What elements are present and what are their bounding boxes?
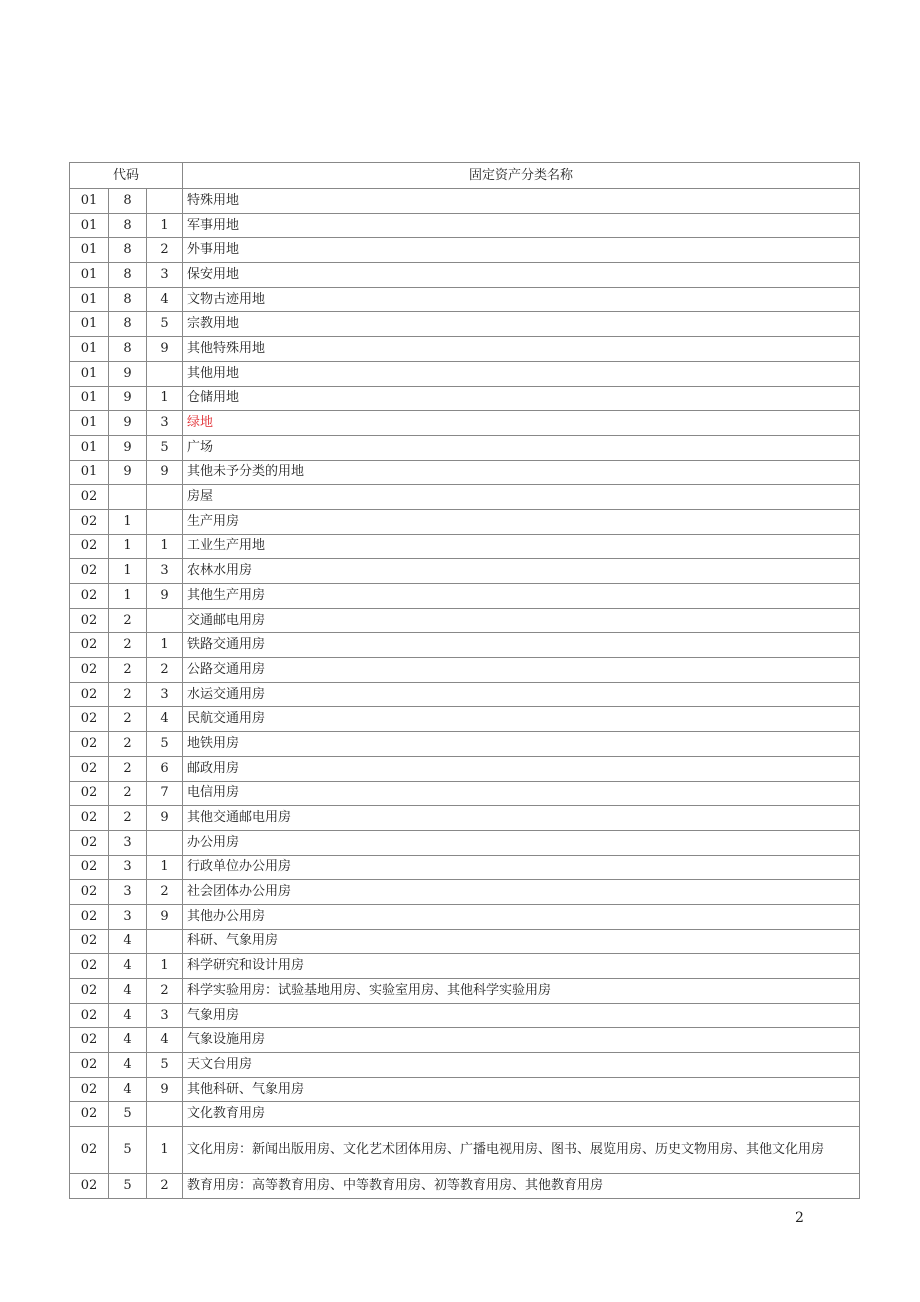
- category-name: 宗教用地: [183, 312, 860, 337]
- code-level-2: 1: [109, 534, 147, 559]
- code-level-1: 02: [70, 1127, 109, 1174]
- category-name: 生产用房: [183, 509, 860, 534]
- table-row: [70, 435, 860, 460]
- category-name: 教育用房：高等教育用房、中等教育用房、初等教育用房、其他教育用房: [183, 1174, 860, 1199]
- category-name: 水运交通用房: [183, 682, 860, 707]
- category-name: 交通邮电用房: [183, 608, 860, 633]
- table-row: [70, 1003, 860, 1028]
- code-level-3: 1: [147, 213, 183, 238]
- category-name: 房屋: [183, 485, 860, 510]
- table-row: [70, 880, 860, 905]
- code-level-1: 02: [70, 509, 109, 534]
- table-row: [70, 559, 860, 584]
- code-level-2: 9: [109, 411, 147, 436]
- category-name: 气象用房: [183, 1003, 860, 1028]
- code-level-1: 01: [70, 460, 109, 485]
- table-row: [70, 756, 860, 781]
- code-level-2: 8: [109, 238, 147, 263]
- code-level-3: 2: [147, 979, 183, 1004]
- code-level-2: 3: [109, 904, 147, 929]
- table-row: [70, 287, 860, 312]
- code-level-2: 4: [109, 1077, 147, 1102]
- code-level-2: 2: [109, 781, 147, 806]
- category-name: 科学实验用房：试验基地用房、实验室用房、其他科学实验用房: [183, 979, 860, 1004]
- table-row: [70, 386, 860, 411]
- code-level-2: 2: [109, 682, 147, 707]
- code-level-2: 1: [109, 584, 147, 609]
- category-name: 其他生产用房: [183, 584, 860, 609]
- code-level-2: 2: [109, 707, 147, 732]
- name-header: 固定资产分类名称: [183, 163, 860, 189]
- code-level-3: 4: [147, 287, 183, 312]
- table-row: [70, 361, 860, 386]
- code-level-1: 02: [70, 608, 109, 633]
- category-name: 工业生产用地: [183, 534, 860, 559]
- code-level-3: 9: [147, 1077, 183, 1102]
- table-row: [70, 929, 860, 954]
- code-level-1: 02: [70, 904, 109, 929]
- code-level-3: 2: [147, 238, 183, 263]
- table-row: [70, 509, 860, 534]
- category-name: 其他特殊用地: [183, 337, 860, 362]
- code-level-3: 6: [147, 756, 183, 781]
- code-level-3: 9: [147, 584, 183, 609]
- code-level-2: 8: [109, 312, 147, 337]
- code-level-1: 01: [70, 263, 109, 288]
- code-level-3: 3: [147, 411, 183, 436]
- code-level-2: 3: [109, 830, 147, 855]
- code-level-2: 9: [109, 361, 147, 386]
- table-header-row: [70, 163, 860, 189]
- category-name: 公路交通用房: [183, 658, 860, 683]
- code-level-2: 8: [109, 189, 147, 214]
- code-level-3: 9: [147, 904, 183, 929]
- code-level-1: 02: [70, 979, 109, 1004]
- code-level-3: 5: [147, 1053, 183, 1078]
- code-level-3: 2: [147, 658, 183, 683]
- code-level-1: 02: [70, 485, 109, 510]
- code-level-1: 02: [70, 633, 109, 658]
- category-name: 铁路交通用房: [183, 633, 860, 658]
- table-row: [70, 584, 860, 609]
- code-level-2: 2: [109, 608, 147, 633]
- code-level-2: 3: [109, 855, 147, 880]
- code-level-1: 02: [70, 1053, 109, 1078]
- code-level-2: 9: [109, 386, 147, 411]
- table-row: [70, 904, 860, 929]
- code-level-1: 01: [70, 238, 109, 263]
- code-level-1: 01: [70, 337, 109, 362]
- asset-classification-table: [69, 162, 860, 1199]
- code-level-3: [147, 929, 183, 954]
- code-level-1: 01: [70, 411, 109, 436]
- code-level-2: 4: [109, 1053, 147, 1078]
- category-name: 仓储用地: [183, 386, 860, 411]
- code-level-2: 5: [109, 1102, 147, 1127]
- code-level-3: 9: [147, 337, 183, 362]
- category-name: 科研、气象用房: [183, 929, 860, 954]
- code-level-2: 2: [109, 732, 147, 757]
- code-level-1: 02: [70, 1102, 109, 1127]
- code-level-2: 5: [109, 1127, 147, 1174]
- code-level-1: 02: [70, 855, 109, 880]
- category-name: 科学研究和设计用房: [183, 954, 860, 979]
- table-row: [70, 460, 860, 485]
- table-row: [70, 806, 860, 831]
- code-level-2: 1: [109, 559, 147, 584]
- table-row: [70, 1028, 860, 1053]
- code-level-3: [147, 361, 183, 386]
- category-name: 天文台用房: [183, 1053, 860, 1078]
- code-level-1: 02: [70, 682, 109, 707]
- category-name: 其他未予分类的用地: [183, 460, 860, 485]
- category-name: 绿地: [183, 411, 860, 436]
- code-header: 代码: [70, 163, 183, 189]
- code-level-3: 1: [147, 1127, 183, 1174]
- table-row: [70, 1127, 860, 1174]
- category-name: 民航交通用房: [183, 707, 860, 732]
- category-name: 电信用房: [183, 781, 860, 806]
- code-level-1: 01: [70, 386, 109, 411]
- table-row: [70, 213, 860, 238]
- code-level-3: 9: [147, 806, 183, 831]
- category-name: 军事用地: [183, 213, 860, 238]
- code-level-1: 02: [70, 929, 109, 954]
- code-level-3: [147, 830, 183, 855]
- code-level-1: 02: [70, 880, 109, 905]
- category-name: 其他交通邮电用房: [183, 806, 860, 831]
- code-level-3: 5: [147, 732, 183, 757]
- code-level-2: 2: [109, 633, 147, 658]
- code-level-1: 02: [70, 584, 109, 609]
- table-body: [70, 189, 860, 1199]
- code-level-3: 1: [147, 534, 183, 559]
- category-name: 行政单位办公用房: [183, 855, 860, 880]
- code-level-3: 1: [147, 633, 183, 658]
- category-name: 社会团体办公用房: [183, 880, 860, 905]
- code-level-2: 8: [109, 213, 147, 238]
- code-level-3: 5: [147, 312, 183, 337]
- category-name: 其他用地: [183, 361, 860, 386]
- table-row: [70, 238, 860, 263]
- table-row: [70, 485, 860, 510]
- code-level-1: 02: [70, 559, 109, 584]
- table-row: [70, 781, 860, 806]
- table-row: [70, 682, 860, 707]
- code-level-1: 01: [70, 312, 109, 337]
- code-level-3: 5: [147, 435, 183, 460]
- code-level-3: [147, 608, 183, 633]
- table-row: [70, 337, 860, 362]
- code-level-2: 4: [109, 954, 147, 979]
- table-row: [70, 534, 860, 559]
- table-row: [70, 633, 860, 658]
- code-level-3: 9: [147, 460, 183, 485]
- category-name: 办公用房: [183, 830, 860, 855]
- code-level-3: 3: [147, 559, 183, 584]
- code-level-3: [147, 189, 183, 214]
- code-level-3: 1: [147, 855, 183, 880]
- table-row: [70, 658, 860, 683]
- code-level-3: 3: [147, 1003, 183, 1028]
- code-level-2: [109, 485, 147, 510]
- table-row: [70, 1053, 860, 1078]
- code-level-3: 2: [147, 1174, 183, 1199]
- code-level-3: 7: [147, 781, 183, 806]
- code-level-1: 02: [70, 1003, 109, 1028]
- code-level-2: 2: [109, 756, 147, 781]
- code-level-1: 02: [70, 534, 109, 559]
- code-level-3: 4: [147, 707, 183, 732]
- code-level-1: 01: [70, 435, 109, 460]
- code-level-3: [147, 1102, 183, 1127]
- code-level-1: 01: [70, 361, 109, 386]
- code-level-2: 4: [109, 929, 147, 954]
- category-name: 农林水用房: [183, 559, 860, 584]
- code-level-3: 1: [147, 386, 183, 411]
- category-name: 特殊用地: [183, 189, 860, 214]
- code-level-1: 02: [70, 1077, 109, 1102]
- table-row: [70, 312, 860, 337]
- code-level-3: 2: [147, 880, 183, 905]
- code-level-2: 5: [109, 1174, 147, 1199]
- category-name: 广场: [183, 435, 860, 460]
- table-row: [70, 707, 860, 732]
- code-level-1: 02: [70, 806, 109, 831]
- category-name: 文物古迹用地: [183, 287, 860, 312]
- category-name: 气象设施用房: [183, 1028, 860, 1053]
- code-level-3: [147, 485, 183, 510]
- category-name: 地铁用房: [183, 732, 860, 757]
- code-level-1: 02: [70, 830, 109, 855]
- code-level-3: [147, 509, 183, 534]
- category-name: 保安用地: [183, 263, 860, 288]
- table-row: [70, 855, 860, 880]
- code-level-1: 02: [70, 1028, 109, 1053]
- code-level-2: 8: [109, 337, 147, 362]
- table-row: [70, 608, 860, 633]
- code-level-3: 1: [147, 954, 183, 979]
- table-row: [70, 1077, 860, 1102]
- code-level-2: 4: [109, 1028, 147, 1053]
- code-level-3: 3: [147, 263, 183, 288]
- table-row: [70, 189, 860, 214]
- table-row: [70, 954, 860, 979]
- category-name: 文化用房：新闻出版用房、文化艺术团体用房、广播电视用房、图书、展览用房、历史文物用房、其他文化用房: [183, 1127, 860, 1174]
- code-level-2: 1: [109, 509, 147, 534]
- code-level-2: 2: [109, 806, 147, 831]
- code-level-3: 3: [147, 682, 183, 707]
- category-name: 文化教育用房: [183, 1102, 860, 1127]
- table-row: [70, 732, 860, 757]
- code-level-3: 4: [147, 1028, 183, 1053]
- code-level-1: 01: [70, 189, 109, 214]
- table-row: [70, 830, 860, 855]
- code-level-1: 01: [70, 287, 109, 312]
- category-name: 其他科研、气象用房: [183, 1077, 860, 1102]
- page-number: 2: [795, 1210, 804, 1226]
- code-level-2: 4: [109, 1003, 147, 1028]
- category-name: 其他办公用房: [183, 904, 860, 929]
- code-level-2: 8: [109, 263, 147, 288]
- code-level-1: 02: [70, 707, 109, 732]
- code-level-2: 8: [109, 287, 147, 312]
- code-level-1: 02: [70, 756, 109, 781]
- category-name: 邮政用房: [183, 756, 860, 781]
- category-name: 外事用地: [183, 238, 860, 263]
- code-level-1: 02: [70, 732, 109, 757]
- code-level-2: 4: [109, 979, 147, 1004]
- table-row: [70, 979, 860, 1004]
- code-level-1: 02: [70, 1174, 109, 1199]
- code-level-2: 2: [109, 658, 147, 683]
- code-level-2: 9: [109, 460, 147, 485]
- table-row: [70, 263, 860, 288]
- code-level-1: 02: [70, 658, 109, 683]
- table-row: [70, 1102, 860, 1127]
- table-row: [70, 1174, 860, 1199]
- code-level-2: 9: [109, 435, 147, 460]
- code-level-1: 01: [70, 213, 109, 238]
- code-level-1: 02: [70, 781, 109, 806]
- code-level-1: 02: [70, 954, 109, 979]
- table-row: [70, 411, 860, 436]
- code-level-2: 3: [109, 880, 147, 905]
